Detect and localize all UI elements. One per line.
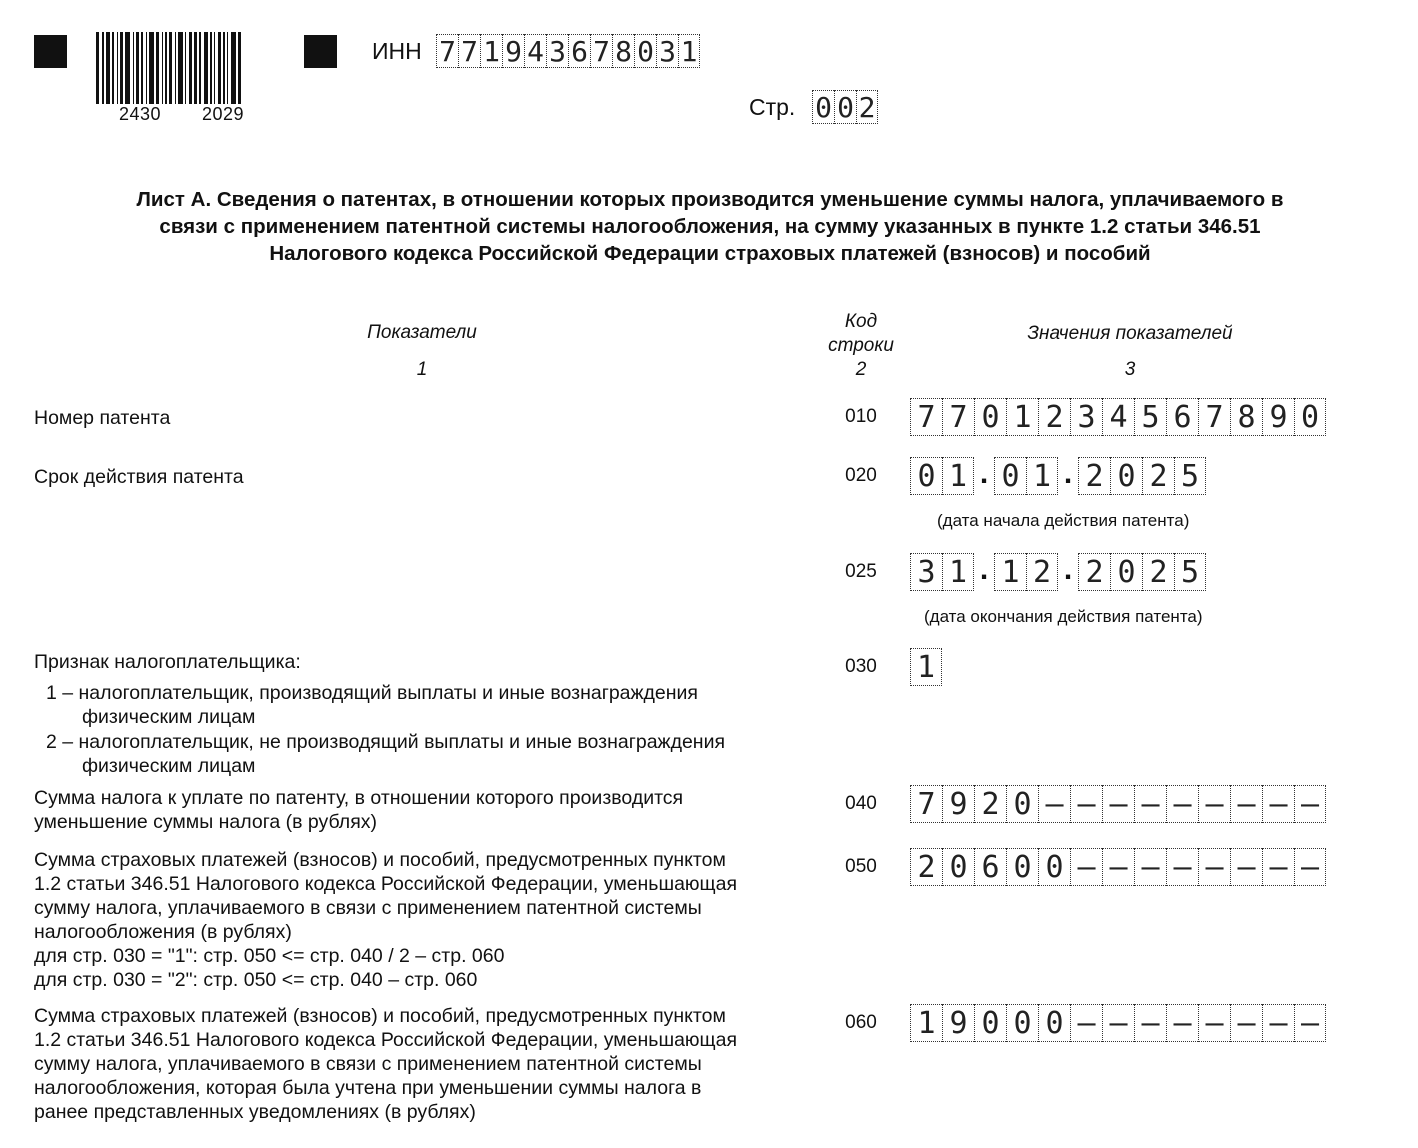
start-date-year-cell: 2	[1078, 457, 1110, 495]
end-date-year-cell: 5	[1174, 553, 1206, 591]
patent-number-field[interactable]	[910, 398, 1326, 436]
row-050-label-line3: сумму налога, уплачиваемого в связи с применением патентной системы	[34, 897, 702, 919]
col2-title-line2: строки	[828, 335, 894, 356]
patent-number-digit-cell: 9	[1262, 398, 1294, 436]
barcode-bar	[231, 32, 236, 104]
row-060-label-line3: сумму налога, уплачиваемого в связи с применением патентной системы	[34, 1053, 702, 1075]
barcode-bar	[223, 32, 225, 104]
inn-digit-cell: 3	[546, 34, 568, 68]
insurance-payments-digit-cell: –	[1230, 848, 1262, 886]
row-050-label-line5: для стр. 030 = "1": стр. 050 <= стр. 040 / 2 – стр. 060	[34, 945, 505, 967]
col2-number: 2	[855, 359, 867, 380]
row-020-code: 020	[845, 465, 877, 486]
end-date-year-cell: 2	[1142, 553, 1174, 591]
insurance-payments-digit-cell: 2	[910, 848, 942, 886]
end-date-month-cell: 1	[994, 553, 1026, 591]
insurance-payments-digit-cell: 0	[942, 848, 974, 886]
insurance-payments-digit-cell: –	[1198, 848, 1230, 886]
patent-number-digit-cell: 7	[910, 398, 942, 436]
row-040-label-line1: Сумма налога к уплате по патенту, в отношении которого производится	[34, 787, 684, 809]
barcode-bar	[227, 32, 229, 104]
end-date-month	[994, 553, 1058, 591]
inn-label: ИНН	[372, 38, 422, 64]
tax-amount-digit-cell: 0	[1006, 785, 1038, 823]
tax-amount-digit-cell: 2	[974, 785, 1006, 823]
accounted-payments-digit-cell: –	[1294, 1004, 1326, 1042]
tax-amount-digit-cell: 9	[942, 785, 974, 823]
insurance-payments-digit-cell: –	[1166, 848, 1198, 886]
end-date-year-cell: 2	[1078, 553, 1110, 591]
barcode-bar	[238, 32, 241, 104]
barcode-bar	[112, 32, 114, 104]
barcode-bar	[169, 32, 172, 104]
inn-digit-cell: 4	[524, 34, 546, 68]
patent-number-digit-cell: 7	[942, 398, 974, 436]
inn-digit-cell: 8	[612, 34, 634, 68]
inn-digit-cell: 7	[458, 34, 480, 68]
sheet-title: Лист А. Сведения о патентах, в отношении которых производится уменьшение суммы налога, уплачиваемого в связи с применением патентной системы налогообложения, на сумму указанных в пункте 1.2 статьи 346.51 Налогового кодекса Российской Федерации страховых платежей (взносов) и пособий	[136, 188, 1284, 265]
patent-number-digit-cell: 8	[1230, 398, 1262, 436]
tax-amount-digit-cell: –	[1294, 785, 1326, 823]
page-digit-cell: 0	[834, 90, 856, 124]
end-date-day-cell: 1	[942, 553, 974, 591]
barcode-bar	[117, 32, 119, 104]
tax-amount-digit-cell: –	[1198, 785, 1230, 823]
page-digit-cell: 2	[856, 90, 878, 124]
tax-amount-field[interactable]	[910, 785, 1326, 823]
row-050-label-line2: 1.2 статьи 346.51 Налогового кодекса Российской Федерации, уменьшающая	[34, 873, 737, 895]
col1-title: Показатели	[367, 322, 477, 343]
tax-amount-digit-cell: 7	[910, 785, 942, 823]
row-020-label: Срок действия патента	[34, 466, 244, 488]
date-separator: .	[1063, 553, 1073, 586]
barcode-number-1: 2430	[119, 104, 162, 124]
row-050-label-line6: для стр. 030 = "2": стр. 050 <= стр. 040 – стр. 060	[34, 969, 478, 991]
patent-number-digit-cell: 1	[1006, 398, 1038, 436]
col1-number: 1	[416, 359, 428, 380]
barcode-bar	[102, 32, 104, 104]
barcode-bar	[218, 32, 221, 104]
barcode-bar	[210, 32, 212, 104]
accounted-payments-digit-cell: –	[1198, 1004, 1230, 1042]
barcode-bar	[165, 32, 167, 104]
start-date-month	[994, 457, 1058, 495]
accounted-payments-field[interactable]	[910, 1004, 1326, 1042]
accounted-payments-digit-cell: 0	[974, 1004, 1006, 1042]
col3-title: Значения показателей	[1027, 323, 1233, 344]
barcode-bar	[189, 32, 192, 104]
date-separator: .	[1063, 457, 1073, 490]
accounted-payments-digit-cell: –	[1070, 1004, 1102, 1042]
barcode-bar	[133, 32, 135, 104]
page-number-field[interactable]	[812, 90, 878, 124]
start-date-day	[910, 457, 974, 495]
row-030-code: 030	[845, 656, 877, 677]
barcode-bar	[214, 32, 216, 104]
inn-digit-cell: 7	[436, 34, 458, 68]
inn-digit-cell: 1	[480, 34, 502, 68]
row-050-code: 050	[845, 856, 877, 877]
row-040-code: 040	[845, 793, 877, 814]
patent-number-digit-cell: 5	[1134, 398, 1166, 436]
accounted-payments-digit-cell: –	[1134, 1004, 1166, 1042]
row-040-label-line2: уменьшение суммы налога (в рублях)	[34, 811, 377, 833]
row-025-note: (дата окончания действия патента)	[924, 607, 1203, 626]
accounted-payments-digit-cell: 0	[1006, 1004, 1038, 1042]
patent-number-digit-cell: 0	[1294, 398, 1326, 436]
row-030-label: Признак налогоплательщика:	[34, 651, 301, 673]
patent-number-digit-cell: 3	[1070, 398, 1102, 436]
row-030-option1-line1: 1 – налогоплательщик, производящий выплаты и иные вознаграждения	[46, 682, 698, 704]
patent-number-digit-cell: 7	[1198, 398, 1230, 436]
inn-digit-cell: 6	[568, 34, 590, 68]
start-date-month-cell: 0	[994, 457, 1026, 495]
row-060-label-line1: Сумма страховых платежей (взносов) и пособий, предусмотренных пунктом	[34, 1005, 726, 1027]
start-date-year	[1078, 457, 1206, 495]
row-060-label-line2: 1.2 статьи 346.51 Налогового кодекса Российской Федерации, уменьшающая	[34, 1029, 737, 1051]
end-date-day-cell: 3	[910, 553, 942, 591]
start-date-year-cell: 0	[1110, 457, 1142, 495]
inn-digit-cell: 1	[678, 34, 700, 68]
row-050-label-line4: налогообложения (в рублях)	[34, 921, 292, 943]
start-date-day-cell: 1	[942, 457, 974, 495]
corner-marker-left	[34, 35, 67, 68]
tax-amount-digit-cell: –	[1038, 785, 1070, 823]
tax-amount-digit-cell: –	[1102, 785, 1134, 823]
patent-number-digit-cell: 0	[974, 398, 1006, 436]
barcode-bar	[106, 32, 111, 104]
barcode-number-2: 2029	[202, 104, 245, 124]
row-060-label-line4: налогообложения, которая была учтена при уменьшении суммы налога в	[34, 1077, 702, 1099]
tax-amount-digit-cell: –	[1166, 785, 1198, 823]
date-separator: .	[979, 553, 989, 586]
row-025-code: 025	[845, 561, 877, 582]
col3-number: 3	[1124, 359, 1136, 380]
barcode-bar	[178, 32, 183, 104]
barcode-bar	[194, 32, 197, 104]
end-date-year	[1078, 553, 1206, 591]
patent-number-digit-cell: 2	[1038, 398, 1070, 436]
accounted-payments-digit-cell: 0	[1038, 1004, 1070, 1042]
accounted-payments-digit-cell: –	[1102, 1004, 1134, 1042]
barcode-bar	[175, 32, 177, 104]
accounted-payments-digit-cell: –	[1230, 1004, 1262, 1042]
insurance-payments-digit-cell: –	[1294, 848, 1326, 886]
insurance-payments-digit-cell: –	[1102, 848, 1134, 886]
barcode-bar	[125, 32, 130, 104]
row-010-label: Номер патента	[34, 407, 171, 429]
row-030-option2-line1: 2 – налогоплательщик, не производящий выплаты и иные вознаграждения	[46, 731, 726, 753]
row-050-label-line1: Сумма страховых платежей (взносов) и пособий, предусмотренных пунктом	[34, 849, 726, 871]
start-date-year-cell: 2	[1142, 457, 1174, 495]
barcode-bar	[136, 32, 139, 104]
barcode-bar	[199, 32, 201, 104]
page-digit-cell: 0	[812, 90, 834, 124]
tax-amount-digit-cell: –	[1262, 785, 1294, 823]
barcode	[96, 32, 243, 104]
barcode-bar	[185, 32, 187, 104]
corner-marker-right	[304, 35, 337, 68]
accounted-payments-digit-cell: 1	[910, 1004, 942, 1042]
insurance-payments-digit-cell: –	[1134, 848, 1166, 886]
col2-title-line1: Код	[844, 311, 878, 332]
inn-digit-cell: 3	[656, 34, 678, 68]
tax-amount-digit-cell: –	[1230, 785, 1262, 823]
barcode-bar	[204, 32, 209, 104]
tax-amount-digit-cell: –	[1070, 785, 1102, 823]
insurance-payments-digit-cell: –	[1070, 848, 1102, 886]
row-010-code: 010	[845, 406, 877, 427]
end-date-month-cell: 2	[1026, 553, 1058, 591]
end-date-day	[910, 553, 974, 591]
taxpayer-sign-digit-cell: 1	[910, 648, 942, 686]
page-label: Стр.	[749, 94, 796, 120]
tax-amount-digit-cell: –	[1134, 785, 1166, 823]
insurance-payments-digit-cell: –	[1262, 848, 1294, 886]
row-060-code: 060	[845, 1012, 877, 1033]
row-020-note: (дата начала действия патента)	[937, 511, 1190, 530]
row-060-label-line5: ранее представленных уведомлениях (в рублях)	[34, 1101, 476, 1123]
patent-number-digit-cell: 6	[1166, 398, 1198, 436]
patent-start-date-field[interactable]	[910, 457, 1206, 495]
barcode-bar	[120, 32, 123, 104]
accounted-payments-digit-cell: –	[1262, 1004, 1294, 1042]
insurance-payments-digit-cell: 0	[1006, 848, 1038, 886]
barcode-bar	[162, 32, 164, 104]
start-date-year-cell: 5	[1174, 457, 1206, 495]
accounted-payments-digit-cell: 9	[942, 1004, 974, 1042]
barcode-bar	[146, 32, 148, 104]
date-separator: .	[979, 457, 989, 490]
row-030-option2-line2: физическим лицам	[82, 755, 256, 777]
barcode-bar	[156, 32, 159, 104]
barcode-bar	[141, 32, 143, 104]
inn-digit-cell: 0	[634, 34, 656, 68]
start-date-day-cell: 0	[910, 457, 942, 495]
patent-end-date-field[interactable]	[910, 553, 1206, 591]
end-date-year-cell: 0	[1110, 553, 1142, 591]
start-date-month-cell: 1	[1026, 457, 1058, 495]
inn-field[interactable]	[436, 34, 700, 68]
inn-digit-cell: 9	[502, 34, 524, 68]
row-030-option1-line2: физическим лицам	[82, 706, 256, 728]
inn-digit-cell: 7	[590, 34, 612, 68]
taxpayer-sign-field[interactable]	[910, 648, 942, 686]
barcode-bar	[96, 32, 99, 104]
accounted-payments-digit-cell: –	[1166, 1004, 1198, 1042]
barcode-bar	[149, 32, 154, 104]
insurance-payments-digit-cell: 0	[1038, 848, 1070, 886]
patent-number-digit-cell: 4	[1102, 398, 1134, 436]
insurance-payments-digit-cell: 6	[974, 848, 1006, 886]
insurance-payments-field[interactable]	[910, 848, 1326, 886]
